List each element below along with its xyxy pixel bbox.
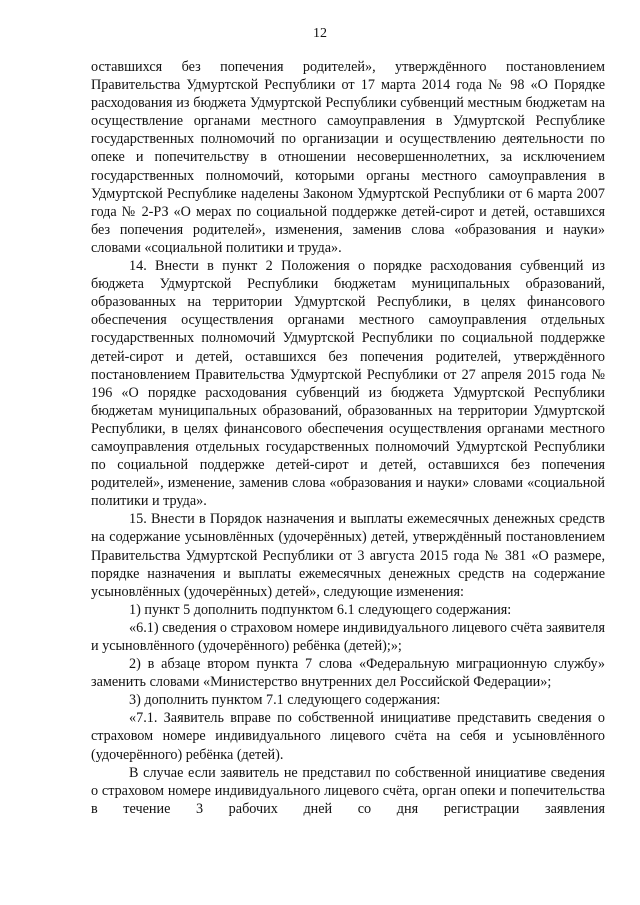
paragraph-14: 14. Внести в пункт 2 Положения о порядке расходования субвенций из бюджета Удмуртской Республики бюджетам муниципальных образований, образованных на территории Удмуртской Республики, в целях финансового обеспечения осуществления органами местного самоуправления отдельных государственных полномочий Удмуртской Республики по социальной поддержке детей-сирот и детей, оставшихся без попечения родителей, утверждённого постановлением Правительства Удмуртской Республики от 27 апреля 2015 года № 196 «О порядке расходования субвенций из бюджета Удмуртской Республики бюджетам муниципальных образований, образованных на территории Удмуртской Республики, в целях финансового обеспечения осуществления органами местного самоуправления отдельных государственных полномочий Удмуртской Республики по социальной поддержке детей-сирот и детей, оставшихся без попечения родителей», изменение, заменив слова «образования и науки» словами «социальной политики и труда». xyxy=(91,258,605,510)
amendment-3-continuation: В случае если заявитель не представил по собственной инициативе сведения о страховом номере индивидуального лицевого счёта, орган опеки и попечительства в течение 3 рабочих дней со дня регистрации заявления xyxy=(91,764,605,817)
amendment-2: 2) в абзаце втором пункта 7 слова «Федеральную миграционную службу» заменить словами «Министерство внутренних дел Российской Федерации»; xyxy=(91,656,605,691)
amendment-3: 3) дополнить пунктом 7.1 следующего содержания: xyxy=(129,692,441,709)
amendment-1-text: «6.1) сведения о страховом номере индивидуального лицевого счёта заявителя и усыновлённого (удочерённого) ребёнка (детей);»; xyxy=(91,619,605,654)
amendment-1: 1) пункт 5 дополнить подпунктом 6.1 следующего содержания: xyxy=(129,601,512,618)
document-body xyxy=(91,58,605,818)
page-number: 12 xyxy=(313,26,327,41)
amendment-3-text: «7.1. Заявитель вправе по собственной инициативе представить сведения о страховом номере индивидуального лицевого счёта на себя и усыновлённого (удочерённого) ребёнка (детей). xyxy=(91,710,605,763)
paragraph-15: 15. Внести в Порядок назначения и выплаты ежемесячных денежных средств на содержание усыновлённых (удочерённых) детей, утверждённый постановлением Правительства Удмуртской Республики от 3 августа 2015 года № 381 «О размере, порядке назначения и выплаты ежемесячных денежных средств на содержание усыновлённых (удочерённых) детей», следующие изменения: xyxy=(91,511,605,600)
paragraph-13-continuation: оставшихся без попечения родителей», утверждённого постановлением Правительства Удмуртской Республики от 17 марта 2014 года № 98 «О Порядке расходования из бюджета Удмуртской Республики субвенций местным бюджетам на осуществление органами местного самоуправления в Удмуртской Республике государственных полномочий по организации и осуществлению деятельности по опеке и попечительству в отношении несовершеннолетних, за исключением государственных полномочий, которыми органы местного самоуправления в Удмуртской Республике наделены Законом Удмуртской Республики от 6 марта 2007 года № 2-РЗ «О мерах по социальной поддержке детей-сирот и детей, оставшихся без попечения родителей», изменения, заменив слова «образования и науки» словами «социальной политики и труда». xyxy=(91,59,605,256)
